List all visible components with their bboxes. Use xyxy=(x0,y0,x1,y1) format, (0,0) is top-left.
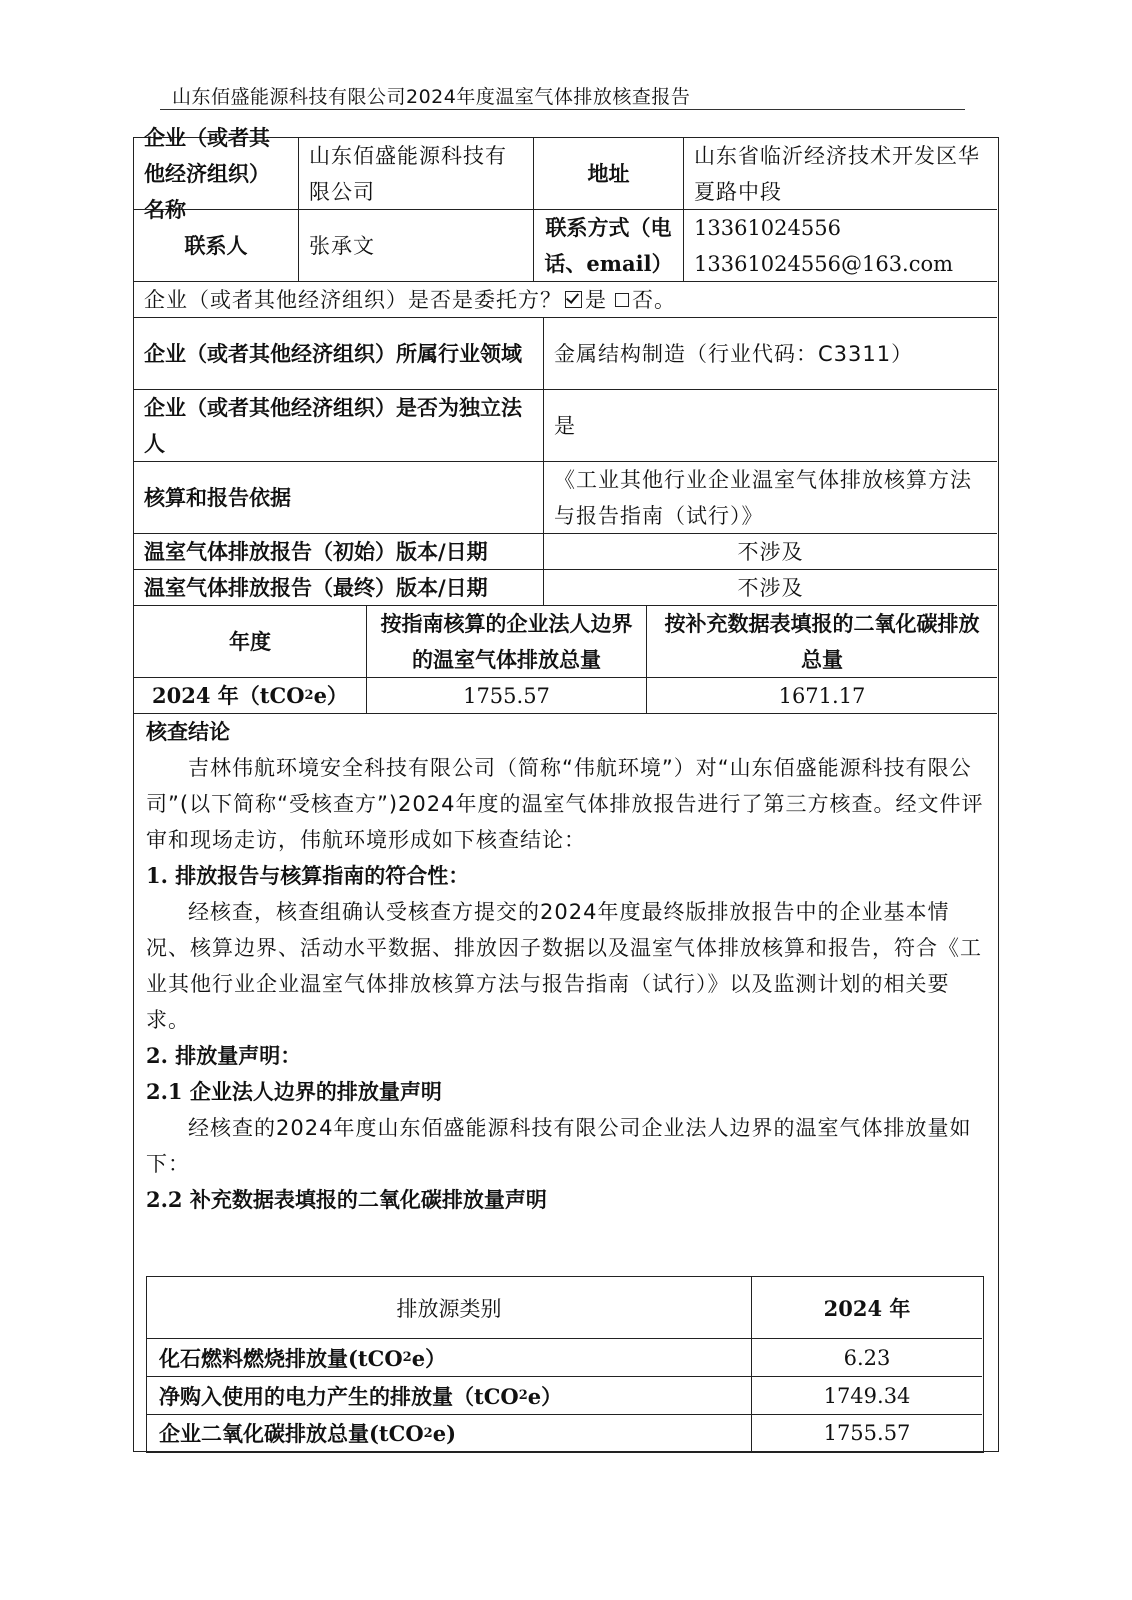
legal-label: 企业（或者其他经济组织）是否为独立法人 xyxy=(134,390,544,461)
basis-value: 《工业其他行业企业温室气体排放核算方法与报告指南（试行）》 xyxy=(554,467,972,528)
row-contact xyxy=(134,210,997,282)
name-value: 山东佰盛能源科技有限公司 xyxy=(299,138,534,209)
emissions-row-value: 6.23 xyxy=(843,1345,891,1370)
section-2-2-heading: 2.2 补充数据表填报的二氧化碳排放量声明 xyxy=(146,1187,547,1212)
basis-label: 核算和报告依据 xyxy=(134,462,544,533)
contact-value: 张承文 xyxy=(299,210,534,281)
page-header-title: 山东佰盛能源科技有限公司2024年度温室气体排放核查报告 xyxy=(172,86,691,108)
emissions-header-row xyxy=(147,1277,982,1339)
phone-value: 13361024556 xyxy=(694,215,841,240)
emissions-row-label: 净购入使用的电力产生的排放量（tCO 2 e） xyxy=(147,1377,752,1414)
initial-label: 温室气体排放报告（初始）版本/日期 xyxy=(134,534,544,569)
row-legal-person xyxy=(134,390,997,462)
final-value: 不涉及 xyxy=(737,575,804,600)
emissions-row-value: 1755.57 xyxy=(823,1421,911,1445)
emissions-row xyxy=(147,1339,982,1377)
totals-year-cell: 2024 年（tCO 2 e） xyxy=(134,678,367,713)
checked-box-icon xyxy=(565,291,582,308)
totals-guide-value: 1755.57 xyxy=(367,678,647,713)
section-1-heading: 1. 排放报告与核算指南的符合性： xyxy=(146,863,470,888)
emissions-row xyxy=(147,1377,982,1415)
empty-box-icon xyxy=(615,293,629,307)
phone-label: 联系方式（电话、email） xyxy=(534,210,684,281)
emissions-col-year: 2024 年 xyxy=(823,1295,911,1321)
verification-table xyxy=(133,124,999,1452)
totals-supplement-value: 1671.17 xyxy=(778,683,866,708)
entrusted-question: 企业（或者其他经济组织）是否是委托方？ xyxy=(144,287,562,312)
totals-col-year: 年度 xyxy=(134,606,367,677)
row-totals-values xyxy=(134,678,997,714)
contact-details xyxy=(684,210,997,281)
row-basis xyxy=(134,462,997,534)
legal-value: 是 xyxy=(554,413,576,438)
industry-label: 企业（或者其他经济组织）所属行业领域 xyxy=(134,318,544,389)
emissions-table xyxy=(146,1276,984,1453)
row-industry xyxy=(134,318,997,390)
initial-value: 不涉及 xyxy=(737,539,804,564)
row-final-report xyxy=(134,570,997,606)
header-divider xyxy=(160,109,965,110)
contact-label: 联系人 xyxy=(134,210,299,281)
row-initial-report xyxy=(134,534,997,570)
emissions-row-label: 化石燃料燃烧排放量(tCO 2 e） xyxy=(147,1339,752,1376)
name-label: 企业（或者其他经济组织）名称 xyxy=(134,138,299,209)
row-entrusted xyxy=(134,282,997,318)
industry-value: 金属结构制造（行业代码：C3311） xyxy=(554,341,914,366)
entrusted-line xyxy=(134,282,997,317)
emissions-row-value: 1749.34 xyxy=(823,1383,911,1408)
row-totals-header xyxy=(134,606,997,678)
emissions-col-source: 排放源类别 xyxy=(147,1277,752,1338)
address-value: 山东省临沂经济技术开发区华夏路中段 xyxy=(694,143,980,204)
section-2-heading: 2. 排放量声明： xyxy=(146,1043,302,1068)
address-label: 地址 xyxy=(534,138,684,209)
email-value: 13361024556@163.com xyxy=(694,251,954,276)
totals-col-guide: 按指南核算的企业法人边界的温室气体排放总量 xyxy=(367,606,647,677)
section-1-text: 经核查，核查组确认受核查方提交的2024年度最终版排放报告中的企业基本情况、核算边界、活动水平数据、排放因子数据以及温室气体排放核算和报告，符合《工业其他行业企业温室气体排放核算方法与报告指南（试行）》以及监测计划的相关要求。 xyxy=(146,900,982,1032)
final-label: 温室气体排放报告（最终）版本/日期 xyxy=(134,570,544,605)
conclusion-heading: 核查结论 xyxy=(146,719,230,744)
totals-col-supplement: 按补充数据表填报的二氧化碳排放总量 xyxy=(664,610,980,672)
section-2-1-text: 经核查的2024年度山东佰盛能源科技有限公司企业法人边界的温室气体排放量如下： xyxy=(146,1116,972,1176)
conclusion-intro: 吉林伟航环境安全科技有限公司（简称“伟航环境”）对“山东佰盛能源科技有限公司”(以下简称“受核查方”)2024年度的温室气体排放报告进行了第三方核查。经文件评审和现场走访，伟航环境形成如下核查结论： xyxy=(146,756,984,852)
emissions-row-label: 企业二氧化碳排放总量(tCO 2 e) xyxy=(147,1415,752,1451)
section-2-1-heading: 2.1 企业法人边界的排放量声明 xyxy=(146,1079,442,1104)
entrusted-no: 否。 xyxy=(632,287,676,312)
entrusted-yes: 是 xyxy=(585,287,607,312)
emissions-row xyxy=(147,1415,982,1451)
row-enterprise-name xyxy=(134,124,997,222)
